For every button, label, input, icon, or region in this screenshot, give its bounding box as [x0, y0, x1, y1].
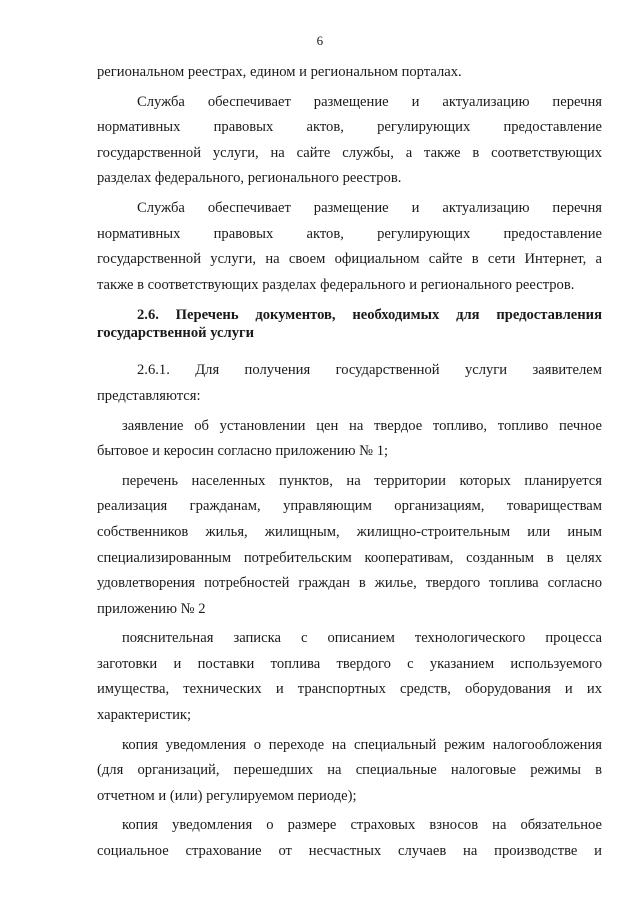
- text-line: Служба обеспечивает размещение и актуализацию перечня: [137, 199, 602, 216]
- text-line: 2.6.1. Для получения государственной услуги заявителем: [137, 362, 602, 379]
- text-line: имущества, технических и транспортных средств, оборудования и их: [97, 681, 602, 698]
- text-line: перечень населенных пунктов, на территории которых планируется: [122, 472, 602, 489]
- heading-line: государственной услуги: [97, 325, 255, 342]
- text-line: (для организаций, перешедших на специальные налоговые режимы в: [97, 762, 602, 779]
- paragraph: [97, 626, 602, 728]
- text-line: пояснительная записка с описанием технологического процесса: [122, 630, 602, 647]
- text-line: нормативных правовых актов, регулирующих предоставление: [97, 225, 602, 242]
- text-line: копия уведомления о переходе на специальный режим налогообложения: [122, 736, 602, 753]
- paragraph: [97, 813, 602, 864]
- text-line: разделах федерального, регионального реестров.: [97, 170, 402, 187]
- text-line: собственников жилья, жилищным, жилищно-строительным или иным: [97, 523, 602, 540]
- text-line: государственной услуги, на своем официальном сайте в сети Интернет, а: [97, 251, 602, 268]
- text-line: копия уведомления о размере страховых взносов на обязательное: [122, 817, 602, 834]
- paragraph: [97, 196, 602, 298]
- text-line: представляются:: [97, 387, 201, 404]
- text-line: заготовки и поставки топлива твердого с указанием используемого: [97, 655, 602, 672]
- document-body: [97, 60, 602, 865]
- text-line: отчетном и (или) регулируемом периоде);: [97, 787, 357, 804]
- text-line: характеристик;: [97, 707, 192, 724]
- paragraph: [97, 414, 602, 465]
- text-line: удовлетворения потребностей граждан в жилье, твердого топлива согласно: [97, 575, 602, 592]
- text-line: региональном реестрах, едином и региональном порталах.: [97, 64, 462, 80]
- paragraph: [97, 469, 602, 623]
- paragraph: [97, 358, 602, 409]
- text-line: социальное страхование от несчастных случаев на производстве и: [97, 843, 602, 860]
- text-line: государственной услуги, на сайте службы, а также в соответствующих: [97, 144, 602, 161]
- section-heading: [97, 306, 602, 342]
- paragraph: [97, 60, 602, 86]
- text-line: бытовое и керосин согласно приложению № 1;: [97, 443, 389, 460]
- paragraph: [97, 90, 602, 192]
- text-line: реализация гражданам, управляющим организациям, товариществам: [97, 498, 602, 515]
- text-line: приложению № 2: [97, 600, 206, 617]
- text-line: специализированным потребительским кооперативам, созданным в целях: [97, 549, 602, 566]
- text-line: заявление об установлении цен на твердое топливо, топливо печное: [122, 417, 602, 434]
- text-line: Служба обеспечивает размещение и актуализацию перечня: [137, 93, 602, 110]
- text-line: нормативных правовых актов, регулирующих предоставление: [97, 119, 602, 136]
- heading-line: 2.6. Перечень документов, необходимых для предоставления: [137, 307, 602, 324]
- paragraph: [97, 733, 602, 810]
- page-number: 6: [316, 33, 324, 48]
- text-line: также в соответствующих разделах федерального и регионального реестров.: [97, 276, 575, 293]
